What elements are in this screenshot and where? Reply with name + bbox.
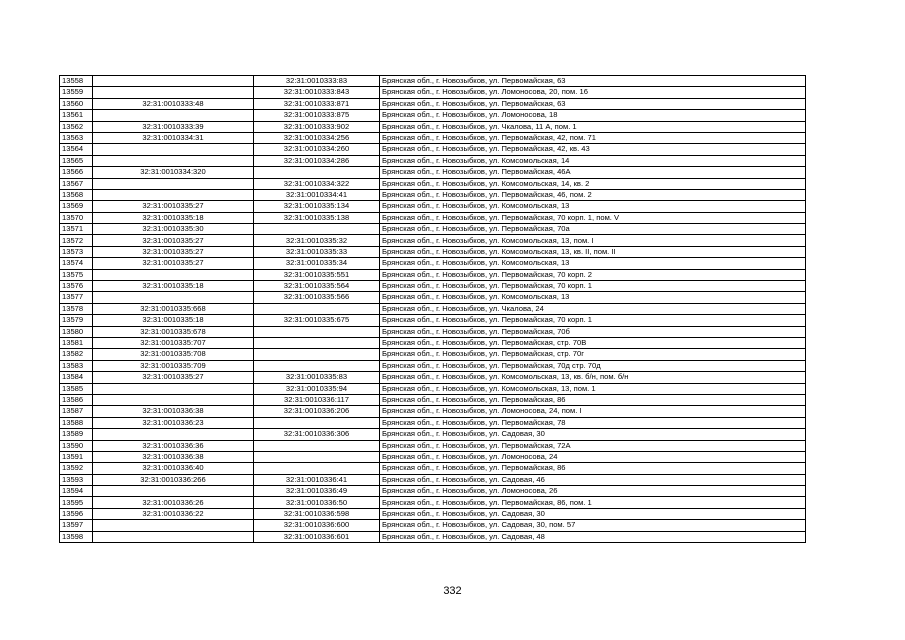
new-cadastral-number-cell: 32:31:0010335:33 — [254, 246, 380, 257]
old-cadastral-number-cell: 32:31:0010336:23 — [93, 417, 254, 428]
address-cell: Брянская обл., г. Новозыбков, ул. Комсомольская, 13, кв. II, пом. II — [380, 246, 806, 257]
new-cadastral-number-cell: 32:31:0010333:875 — [254, 110, 380, 121]
old-cadastral-number-cell: 32:31:0010335:30 — [93, 224, 254, 235]
new-cadastral-number-cell: 32:31:0010334:256 — [254, 132, 380, 143]
table-row — [60, 76, 806, 87]
old-cadastral-number-cell — [93, 520, 254, 531]
new-cadastral-number-cell: 32:31:0010335:34 — [254, 258, 380, 269]
row-number-cell: 13561 — [60, 110, 93, 121]
new-cadastral-number-cell: 32:31:0010336:117 — [254, 394, 380, 405]
row-number-cell: 13572 — [60, 235, 93, 246]
address-cell: Брянская обл., г. Новозыбков, ул. Первомайская, 63 — [380, 98, 806, 109]
row-number-cell: 13569 — [60, 201, 93, 212]
table-row — [60, 315, 806, 326]
row-number-cell: 13590 — [60, 440, 93, 451]
new-cadastral-number-cell — [254, 337, 380, 348]
row-number-cell: 13595 — [60, 497, 93, 508]
new-cadastral-number-cell: 32:31:0010335:83 — [254, 372, 380, 383]
new-cadastral-number-cell — [254, 167, 380, 178]
table-row — [60, 326, 806, 337]
table-row — [60, 417, 806, 428]
old-cadastral-number-cell — [93, 269, 254, 280]
old-cadastral-number-cell — [93, 486, 254, 497]
row-number-cell: 13566 — [60, 167, 93, 178]
address-cell: Брянская обл., г. Новозыбков, ул. Первомайская, 70а — [380, 224, 806, 235]
table-row — [60, 87, 806, 98]
new-cadastral-number-cell: 32:31:0010335:134 — [254, 201, 380, 212]
address-cell: Брянская обл., г. Новозыбков, ул. Первомайская, 63 — [380, 76, 806, 87]
address-cell: Брянская обл., г. Новозыбков, ул. Первомайская, 42, кв. 43 — [380, 144, 806, 155]
row-number-cell: 13589 — [60, 429, 93, 440]
old-cadastral-number-cell: 32:31:0010335:27 — [93, 246, 254, 257]
address-cell: Брянская обл., г. Новозыбков, ул. Комсомольская, 13, пом. I — [380, 235, 806, 246]
row-number-cell: 13592 — [60, 463, 93, 474]
new-cadastral-number-cell: 32:31:0010335:32 — [254, 235, 380, 246]
table-row — [60, 269, 806, 280]
row-number-cell: 13593 — [60, 474, 93, 485]
row-number-cell: 13560 — [60, 98, 93, 109]
old-cadastral-number-cell: 32:31:0010336:38 — [93, 451, 254, 462]
old-cadastral-number-cell: 32:31:0010335:668 — [93, 303, 254, 314]
address-cell: Брянская обл., г. Новозыбков, ул. Комсомольская, 14 — [380, 155, 806, 166]
row-number-cell: 13584 — [60, 372, 93, 383]
address-cell: Брянская обл., г. Новозыбков, ул. Первомайская, 70б — [380, 326, 806, 337]
new-cadastral-number-cell: 32:31:0010335:675 — [254, 315, 380, 326]
new-cadastral-number-cell: 32:31:0010335:94 — [254, 383, 380, 394]
table-row — [60, 429, 806, 440]
new-cadastral-number-cell: 32:31:0010333:843 — [254, 87, 380, 98]
new-cadastral-number-cell: 32:31:0010336:49 — [254, 486, 380, 497]
address-cell: Брянская обл., г. Новозыбков, ул. Чкалова, 24 — [380, 303, 806, 314]
address-cell: Брянская обл., г. Новозыбков, ул. Ломоносова, 24 — [380, 451, 806, 462]
table-row — [60, 212, 806, 223]
row-number-cell: 13559 — [60, 87, 93, 98]
row-number-cell: 13576 — [60, 281, 93, 292]
new-cadastral-number-cell — [254, 349, 380, 360]
old-cadastral-number-cell: 32:31:0010336:26 — [93, 497, 254, 508]
page-number: 332 — [443, 585, 462, 597]
new-cadastral-number-cell: 32:31:0010333:871 — [254, 98, 380, 109]
row-number-cell: 13571 — [60, 224, 93, 235]
table-row — [60, 337, 806, 348]
old-cadastral-number-cell — [93, 76, 254, 87]
row-number-cell: 13567 — [60, 178, 93, 189]
address-cell: Брянская обл., г. Новозыбков, ул. Садовая, 30 — [380, 429, 806, 440]
new-cadastral-number-cell: 32:31:0010334:41 — [254, 189, 380, 200]
old-cadastral-number-cell: 32:31:0010335:27 — [93, 235, 254, 246]
table-row — [60, 144, 806, 155]
address-cell: Брянская обл., г. Новозыбков, ул. Ломоносова, 24, пом. I — [380, 406, 806, 417]
old-cadastral-number-cell: 32:31:0010333:48 — [93, 98, 254, 109]
new-cadastral-number-cell: 32:31:0010335:551 — [254, 269, 380, 280]
old-cadastral-number-cell — [93, 87, 254, 98]
new-cadastral-number-cell: 32:31:0010336:598 — [254, 508, 380, 519]
row-number-cell: 13587 — [60, 406, 93, 417]
address-cell: Брянская обл., г. Новозыбков, ул. Ломоносова, 18 — [380, 110, 806, 121]
address-cell: Брянская обл., г. Новозыбков, ул. Садовая, 30, пом. 57 — [380, 520, 806, 531]
address-cell: Брянская обл., г. Новозыбков, ул. Комсомольская, 13, кв. б/н, пом. б/н — [380, 372, 806, 383]
row-number-cell: 13579 — [60, 315, 93, 326]
new-cadastral-number-cell: 32:31:0010335:138 — [254, 212, 380, 223]
address-cell: Брянская обл., г. Новозыбков, ул. Садовая, 46 — [380, 474, 806, 485]
old-cadastral-number-cell: 32:31:0010335:18 — [93, 281, 254, 292]
table-row — [60, 372, 806, 383]
new-cadastral-number-cell — [254, 451, 380, 462]
old-cadastral-number-cell — [93, 110, 254, 121]
old-cadastral-number-cell: 32:31:0010333:39 — [93, 121, 254, 132]
table-row — [60, 394, 806, 405]
row-number-cell: 13598 — [60, 531, 93, 542]
table-row — [60, 110, 806, 121]
address-cell: Брянская обл., г. Новозыбков, ул. Первомайская, 70 корп. 1 — [380, 281, 806, 292]
address-cell: Брянская обл., г. Новозыбков, ул. Комсомольская, 13 — [380, 258, 806, 269]
new-cadastral-number-cell: 32:31:0010333:902 — [254, 121, 380, 132]
new-cadastral-number-cell: 32:31:0010333:83 — [254, 76, 380, 87]
address-cell: Брянская обл., г. Новозыбков, ул. Первомайская, 70 корп. 2 — [380, 269, 806, 280]
table-row — [60, 155, 806, 166]
address-cell: Брянская обл., г. Новозыбков, ул. Чкалова, 11 А, пом. 1 — [380, 121, 806, 132]
table-row — [60, 497, 806, 508]
old-cadastral-number-cell — [93, 155, 254, 166]
address-cell: Брянская обл., г. Новозыбков, ул. Первомайская, 70д стр. 70д — [380, 360, 806, 371]
property-registry-table — [59, 75, 806, 543]
row-number-cell: 13588 — [60, 417, 93, 428]
address-cell: Брянская обл., г. Новозыбков, ул. Первомайская, 86 — [380, 394, 806, 405]
table-row — [60, 531, 806, 542]
row-number-cell: 13564 — [60, 144, 93, 155]
old-cadastral-number-cell: 32:31:0010334:320 — [93, 167, 254, 178]
old-cadastral-number-cell — [93, 178, 254, 189]
row-number-cell: 13565 — [60, 155, 93, 166]
old-cadastral-number-cell: 32:31:0010336:266 — [93, 474, 254, 485]
old-cadastral-number-cell: 32:31:0010335:709 — [93, 360, 254, 371]
address-cell: Брянская обл., г. Новозыбков, ул. Комсомольская, 13 — [380, 201, 806, 212]
new-cadastral-number-cell: 32:31:0010336:206 — [254, 406, 380, 417]
new-cadastral-number-cell — [254, 326, 380, 337]
row-number-cell: 13596 — [60, 508, 93, 519]
row-number-cell: 13580 — [60, 326, 93, 337]
table-row — [60, 292, 806, 303]
row-number-cell: 13582 — [60, 349, 93, 360]
table-row — [60, 486, 806, 497]
address-cell: Брянская обл., г. Новозыбков, ул. Первомайская, 42, пом. 71 — [380, 132, 806, 143]
new-cadastral-number-cell: 32:31:0010334:286 — [254, 155, 380, 166]
row-number-cell: 13558 — [60, 76, 93, 87]
address-cell: Брянская обл., г. Новозыбков, ул. Первомайская, 46А — [380, 167, 806, 178]
address-cell: Брянская обл., г. Новозыбков, ул. Садовая, 48 — [380, 531, 806, 542]
old-cadastral-number-cell — [93, 189, 254, 200]
table-row — [60, 508, 806, 519]
new-cadastral-number-cell — [254, 303, 380, 314]
address-cell: Брянская обл., г. Новозыбков, ул. Первомайская, 86, пом. 1 — [380, 497, 806, 508]
old-cadastral-number-cell: 32:31:0010335:678 — [93, 326, 254, 337]
table-row — [60, 235, 806, 246]
table-row — [60, 451, 806, 462]
row-number-cell: 13586 — [60, 394, 93, 405]
old-cadastral-number-cell: 32:31:0010335:27 — [93, 258, 254, 269]
table-row — [60, 281, 806, 292]
table-row — [60, 178, 806, 189]
new-cadastral-number-cell: 32:31:0010334:260 — [254, 144, 380, 155]
row-number-cell: 13562 — [60, 121, 93, 132]
old-cadastral-number-cell — [93, 144, 254, 155]
address-cell: Брянская обл., г. Новозыбков, ул. Первомайская, стр. 70г — [380, 349, 806, 360]
old-cadastral-number-cell — [93, 292, 254, 303]
table-row — [60, 406, 806, 417]
table-row — [60, 224, 806, 235]
new-cadastral-number-cell — [254, 463, 380, 474]
old-cadastral-number-cell: 32:31:0010336:36 — [93, 440, 254, 451]
new-cadastral-number-cell: 32:31:0010336:41 — [254, 474, 380, 485]
old-cadastral-number-cell: 32:31:0010336:38 — [93, 406, 254, 417]
old-cadastral-number-cell: 32:31:0010336:40 — [93, 463, 254, 474]
row-number-cell: 13581 — [60, 337, 93, 348]
table-row — [60, 463, 806, 474]
new-cadastral-number-cell: 32:31:0010336:50 — [254, 497, 380, 508]
old-cadastral-number-cell — [93, 531, 254, 542]
table-row — [60, 246, 806, 257]
table-row — [60, 349, 806, 360]
new-cadastral-number-cell — [254, 360, 380, 371]
new-cadastral-number-cell: 32:31:0010335:564 — [254, 281, 380, 292]
table-row — [60, 360, 806, 371]
address-cell: Брянская обл., г. Новозыбков, ул. Первомайская, 70 корп. 1 — [380, 315, 806, 326]
address-cell: Брянская обл., г. Новозыбков, ул. Комсомольская, 14, кв. 2 — [380, 178, 806, 189]
table-row — [60, 132, 806, 143]
row-number-cell: 13574 — [60, 258, 93, 269]
old-cadastral-number-cell — [93, 383, 254, 394]
new-cadastral-number-cell: 32:31:0010336:600 — [254, 520, 380, 531]
old-cadastral-number-cell — [93, 394, 254, 405]
address-cell: Брянская обл., г. Новозыбков, ул. Комсомольская, 13, пом. 1 — [380, 383, 806, 394]
old-cadastral-number-cell: 32:31:0010335:708 — [93, 349, 254, 360]
old-cadastral-number-cell: 32:31:0010335:27 — [93, 201, 254, 212]
row-number-cell: 13583 — [60, 360, 93, 371]
new-cadastral-number-cell: 32:31:0010334:322 — [254, 178, 380, 189]
table-row — [60, 440, 806, 451]
row-number-cell: 13563 — [60, 132, 93, 143]
row-number-cell: 13575 — [60, 269, 93, 280]
table-row — [60, 201, 806, 212]
old-cadastral-number-cell: 32:31:0010336:22 — [93, 508, 254, 519]
address-cell: Брянская обл., г. Новозыбков, ул. Первомайская, 72А — [380, 440, 806, 451]
old-cadastral-number-cell: 32:31:0010335:707 — [93, 337, 254, 348]
address-cell: Брянская обл., г. Новозыбков, ул. Ломоносова, 26 — [380, 486, 806, 497]
new-cadastral-number-cell: 32:31:0010335:566 — [254, 292, 380, 303]
new-cadastral-number-cell — [254, 224, 380, 235]
new-cadastral-number-cell: 32:31:0010336:306 — [254, 429, 380, 440]
row-number-cell: 13568 — [60, 189, 93, 200]
table-row — [60, 98, 806, 109]
row-number-cell: 13597 — [60, 520, 93, 531]
table-row — [60, 303, 806, 314]
row-number-cell: 13585 — [60, 383, 93, 394]
row-number-cell: 13577 — [60, 292, 93, 303]
address-cell: Брянская обл., г. Новозыбков, ул. Комсомольская, 13 — [380, 292, 806, 303]
old-cadastral-number-cell: 32:31:0010335:18 — [93, 315, 254, 326]
table-row — [60, 520, 806, 531]
new-cadastral-number-cell — [254, 440, 380, 451]
row-number-cell: 13591 — [60, 451, 93, 462]
old-cadastral-number-cell: 32:31:0010335:27 — [93, 372, 254, 383]
old-cadastral-number-cell: 32:31:0010335:18 — [93, 212, 254, 223]
row-number-cell: 13594 — [60, 486, 93, 497]
new-cadastral-number-cell: 32:31:0010336:601 — [254, 531, 380, 542]
address-cell: Брянская обл., г. Новозыбков, ул. Садовая, 30 — [380, 508, 806, 519]
old-cadastral-number-cell: 32:31:0010334:31 — [93, 132, 254, 143]
row-number-cell: 13578 — [60, 303, 93, 314]
table-row — [60, 383, 806, 394]
address-cell: Брянская обл., г. Новозыбков, ул. Первомайская, 70 корп. 1, пом. V — [380, 212, 806, 223]
old-cadastral-number-cell — [93, 429, 254, 440]
address-cell: Брянская обл., г. Новозыбков, ул. Первомайская, 78 — [380, 417, 806, 428]
address-cell: Брянская обл., г. Новозыбков, ул. Первомайская, 46, пом. 2 — [380, 189, 806, 200]
row-number-cell: 13570 — [60, 212, 93, 223]
address-cell: Брянская обл., г. Новозыбков, ул. Ломоносова, 20, пом. 16 — [380, 87, 806, 98]
address-cell: Брянская обл., г. Новозыбков, ул. Первомайская, стр. 70В — [380, 337, 806, 348]
table-row — [60, 189, 806, 200]
table-row — [60, 167, 806, 178]
row-number-cell: 13573 — [60, 246, 93, 257]
address-cell: Брянская обл., г. Новозыбков, ул. Первомайская, 86 — [380, 463, 806, 474]
registry-table-body — [60, 76, 806, 543]
new-cadastral-number-cell — [254, 417, 380, 428]
table-row — [60, 258, 806, 269]
table-row — [60, 121, 806, 132]
table-row — [60, 474, 806, 485]
